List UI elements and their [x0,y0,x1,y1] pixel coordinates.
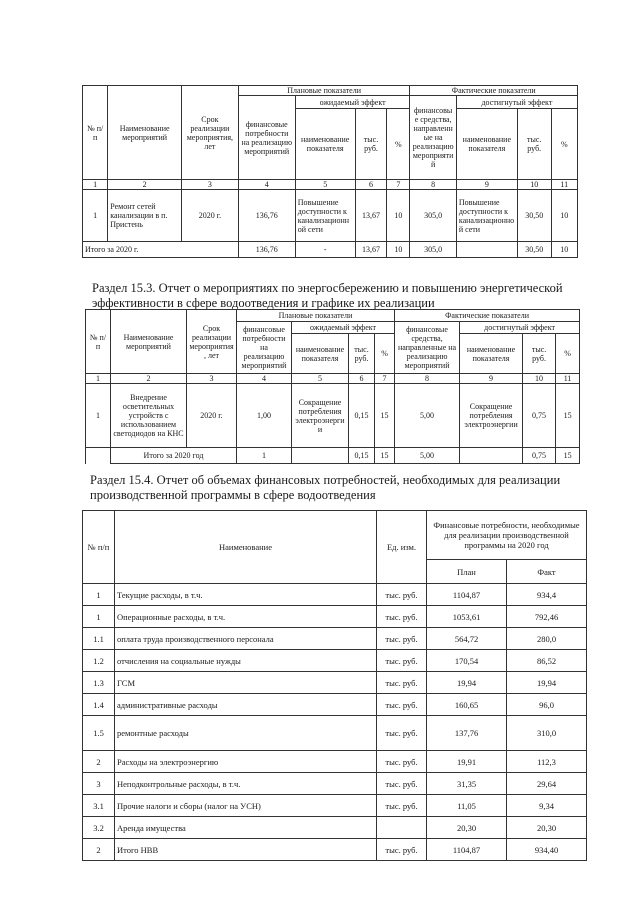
row-fact-pct: 10 [551,190,577,242]
heading-line: Раздел 15.4. Отчет об объемах финансовых потребностей, необходимых для реализации [90,473,561,487]
total-row [86,448,580,464]
row-plan: 1053,61 [427,606,507,628]
col-number: 11 [556,374,580,384]
total-plan-name: - [295,242,355,258]
col-number: 1 [83,180,108,190]
row-plan-rub: 13,67 [355,190,387,242]
row-fact-pct: 15 [556,384,580,448]
row-plan: 1104,87 [427,584,507,606]
row-num: 2 [83,839,115,861]
row-num: 1 [83,584,115,606]
row-num: 1.2 [83,650,115,672]
row-name: Итого НВВ [115,839,377,861]
plan-expected-header: ожидаемый эффект [292,322,395,334]
row-fact: 310,0 [507,716,587,751]
fact-ach-rub-header: тыс. руб. [517,109,551,180]
row-plan: 19,94 [427,672,507,694]
measures-table [82,85,578,258]
col-name-header: Наименование [115,511,377,584]
row-fact-rub: 0,75 [523,384,556,448]
fact-ach-rub-header: тыс. руб. [523,334,556,374]
fact-ach-pct-header: % [556,334,580,374]
table-row [83,795,587,817]
row-plan: 564,72 [427,628,507,650]
col-number: 3 [187,374,237,384]
table-row [83,628,587,650]
row-unit: тыс. руб. [377,751,427,773]
row-fact: 96,0 [507,694,587,716]
heading-line: производственной программы в сфере водоотведения [90,488,376,502]
col-number: 2 [108,180,182,190]
heading-line: Раздел 15.3. Отчет о мероприятиях по энергосбережению и повышению энергетической [92,281,563,295]
col-number: 6 [349,374,375,384]
column-number-row [83,180,578,190]
plan-exp-rub-header: тыс. руб. [355,109,387,180]
total-fact-name [456,242,517,258]
table-row [83,694,587,716]
col-number: 8 [410,180,456,190]
row-plan: 137,76 [427,716,507,751]
row-plan-rub: 0,15 [349,384,375,448]
row-name: Внедрение осветительных устройств с использованием светодиодов на КНС [111,384,187,448]
fact-achieved-header: достигнутый эффект [460,322,580,334]
row-name: Неподконтрольные расходы, в т.ч. [115,773,377,795]
row-name: отчисления на социальные нужды [115,650,377,672]
row-plan: 20,30 [427,817,507,839]
row-term: 2020 г. [187,384,237,448]
row-fact: 9,34 [507,795,587,817]
row-num: 1 [83,606,115,628]
table-row [86,384,580,448]
table-row [83,190,578,242]
col-fact-header: Факт [507,560,587,584]
row-fact: 19,94 [507,672,587,694]
col-term-header: Срок реализации мероприятия, лет [187,310,237,374]
row-term: 2020 г. [181,190,238,242]
row-unit: тыс. руб. [377,839,427,861]
total-fact-pct: 10 [551,242,577,258]
row-unit: тыс. руб. [377,716,427,751]
table-row [83,773,587,795]
row-num: 3 [83,773,115,795]
row-fact: 112,3 [507,751,587,773]
row-fact-name: Повышение доступности к канализационной сети [456,190,517,242]
energy-saving-table [85,309,580,464]
row-num: 1.5 [83,716,115,751]
row-name: Ремонт сетей канализации в п. Пристень [108,190,182,242]
total-plan-pct: 10 [387,242,410,258]
col-number: 7 [387,180,410,190]
row-name: Операционные расходы, в т.ч. [115,606,377,628]
row-unit: тыс. руб. [377,606,427,628]
section-heading-15-3 [92,281,592,311]
row-unit: тыс. руб. [377,628,427,650]
col-number: 4 [237,374,292,384]
fact-achieved-header: достигнутый эффект [456,96,577,109]
fact-fin-header: финансовые средства, направленные на реализацию мероприятий [395,322,460,374]
table-row [83,817,587,839]
plan-fin-header: финансовые потребности на реализацию мероприятий [237,322,292,374]
col-number: 3 [181,180,238,190]
total-fact-rub: 30,50 [517,242,551,258]
row-unit: тыс. руб. [377,795,427,817]
table-row [83,650,587,672]
total-plan-pct: 15 [375,448,395,464]
row-fact: 20,30 [507,817,587,839]
plan-header: Плановые показатели [237,310,395,322]
row-name: Текущие расходы, в т.ч. [115,584,377,606]
row-num: 2 [83,751,115,773]
col-number: 11 [551,180,577,190]
row-plan: 1104,87 [427,839,507,861]
col-term-header: Срок реализации мероприятия, лет [181,86,238,180]
row-fact: 934,40 [507,839,587,861]
total-fact-fin: 305,0 [410,242,456,258]
plan-exp-name-header: наименование показателя [295,109,355,180]
row-num: 1.4 [83,694,115,716]
fact-header: Фактические показатели [410,86,578,96]
col-name-header: Наименование мероприятий [108,86,182,180]
row-num: 3.1 [83,795,115,817]
row-fact: 29,64 [507,773,587,795]
fact-header: Фактические показатели [395,310,580,322]
plan-exp-pct-header: % [375,334,395,374]
row-num: 1 [83,190,108,242]
row-name: Аренда имущества [115,817,377,839]
row-num: 1.1 [83,628,115,650]
row-name: Расходы на электроэнергию [115,751,377,773]
row-unit: тыс. руб. [377,694,427,716]
plan-exp-pct-header: % [387,109,410,180]
total-row [83,242,578,258]
table-row [83,751,587,773]
fact-ach-pct-header: % [551,109,577,180]
col-number: 9 [456,180,517,190]
total-plan-rub: 0,15 [349,448,375,464]
total-plan-name [292,448,349,464]
row-plan-pct: 10 [387,190,410,242]
col-number: 9 [460,374,523,384]
col-num-header: № п/п [86,310,111,374]
row-plan: 170,54 [427,650,507,672]
row-plan-name: Повышение доступности к канализационной сети [295,190,355,242]
row-unit: тыс. руб. [377,650,427,672]
col-number: 10 [523,374,556,384]
heading-line: эффективности в сфере водоотведения и графике их реализации [92,296,435,310]
row-plan: 160,65 [427,694,507,716]
row-fact: 792,46 [507,606,587,628]
row-name: ГСМ [115,672,377,694]
table-row [83,716,587,751]
col-name-header: Наименование мероприятий [111,310,187,374]
col-number: 2 [111,374,187,384]
row-plan: 19,91 [427,751,507,773]
section-heading-15-4 [90,473,590,503]
financial-needs-table [82,510,587,861]
table-row [83,584,587,606]
row-plan-fin: 136,76 [238,190,295,242]
total-plan-fin: 136,76 [238,242,295,258]
row-unit [377,817,427,839]
total-blank [86,448,111,464]
row-fact: 86,52 [507,650,587,672]
row-name: Прочие налоги и сборы (налог на УСН) [115,795,377,817]
total-fact-pct: 15 [556,448,580,464]
plan-expected-header: ожидаемый эффект [295,96,410,109]
plan-header: Плановые показатели [238,86,410,96]
fact-ach-name-header: наименование показателя [460,334,523,374]
row-fact-rub: 30,50 [517,190,551,242]
plan-exp-rub-header: тыс. руб. [349,334,375,374]
row-plan-pct: 15 [375,384,395,448]
col-num-header: № п/п [83,86,108,180]
col-num-header: № п/п [83,511,115,584]
col-fin-header: Финансовые потребности, необходимые для реализации производственной программы на 2020 год [427,511,587,560]
fact-ach-name-header: наименование показателя [456,109,517,180]
row-fact: 934,4 [507,584,587,606]
total-plan-rub: 13,67 [355,242,387,258]
table-row [83,606,587,628]
row-num: 3.2 [83,817,115,839]
row-name: административные расходы [115,694,377,716]
row-unit: тыс. руб. [377,773,427,795]
row-fact: 280,0 [507,628,587,650]
col-number: 8 [395,374,460,384]
row-plan: 11,05 [427,795,507,817]
row-plan-fin: 1,00 [237,384,292,448]
row-plan-name: Сокращение потребления электроэнергии [292,384,349,448]
row-fact-name: Сокращение потребления электроэнергии [460,384,523,448]
row-fact-fin: 305,0 [410,190,456,242]
col-number: 5 [295,180,355,190]
row-name: ремонтные расходы [115,716,377,751]
plan-fin-header: финансовые потребности на реализацию мероприятий [238,96,295,180]
row-name: оплата труда производственного персонала [115,628,377,650]
col-number: 10 [517,180,551,190]
col-number: 5 [292,374,349,384]
plan-exp-name-header: наименование показателя [292,334,349,374]
col-number: 6 [355,180,387,190]
col-plan-header: План [427,560,507,584]
total-fact-name [460,448,523,464]
col-number: 4 [238,180,295,190]
total-plan-fin: 1 [237,448,292,464]
row-fact-fin: 5,00 [395,384,460,448]
total-fact-fin: 5,00 [395,448,460,464]
table-row [83,672,587,694]
row-num: 1 [86,384,111,448]
column-number-row [86,374,580,384]
col-number: 7 [375,374,395,384]
row-unit: тыс. руб. [377,672,427,694]
total-fact-rub: 0,75 [523,448,556,464]
total-label: Итого за 2020 г. [83,242,239,258]
row-plan: 31,35 [427,773,507,795]
total-label: Итого за 2020 год [111,448,237,464]
total-row [83,839,587,861]
col-number: 1 [86,374,111,384]
row-num: 1.3 [83,672,115,694]
row-unit: тыс. руб. [377,584,427,606]
fact-fin-header: финансовые средства, направленные на реализацию мероприятий [410,96,456,180]
col-unit-header: Ед. изм. [377,511,427,584]
